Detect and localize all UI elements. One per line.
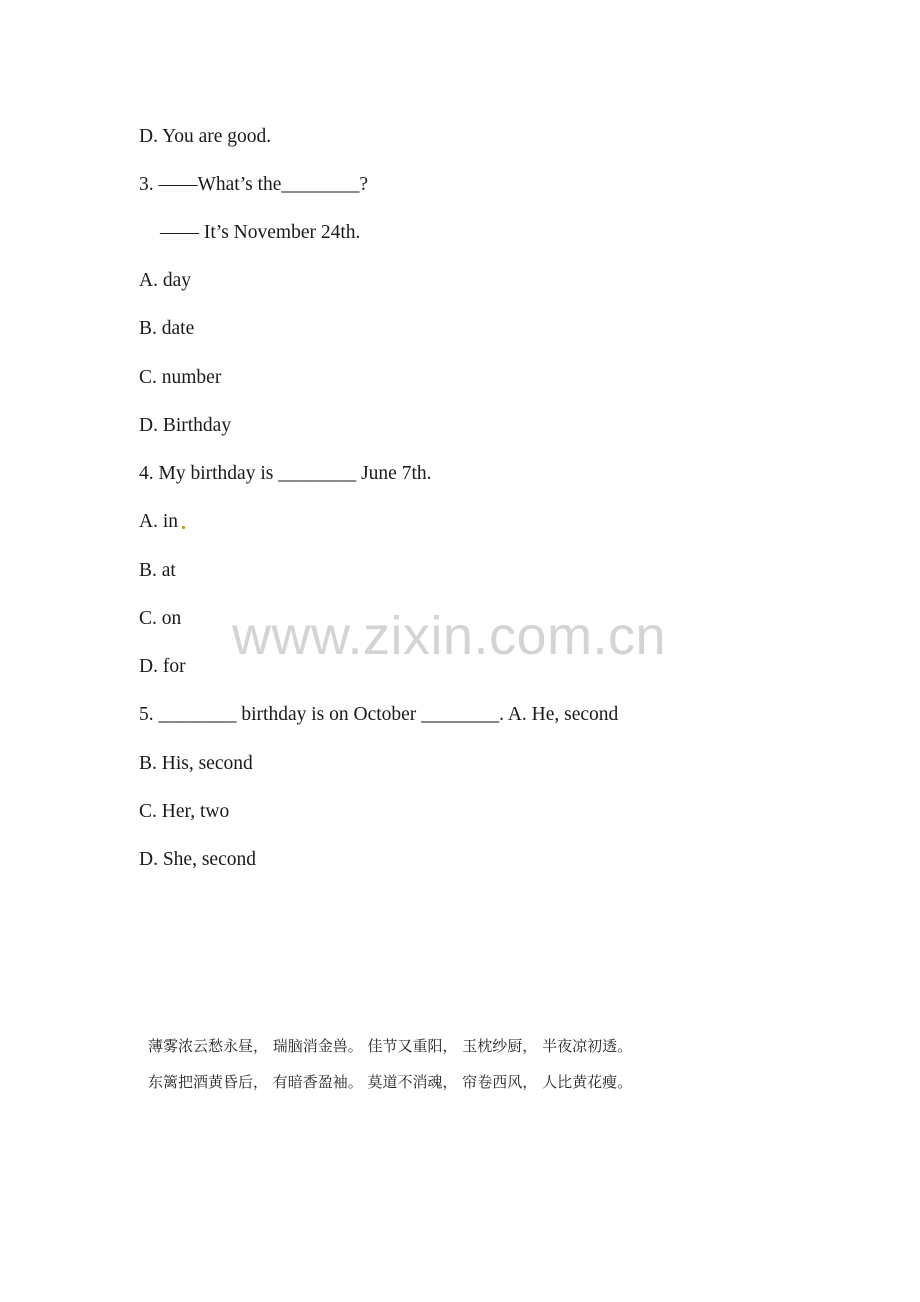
question-4-stem: 4. My birthday is ________ June 7th. [139, 463, 432, 484]
q4-option-a: A. in [139, 511, 178, 532]
q5-option-c: C. Her, two [139, 801, 230, 822]
q3-option-c: C. number [139, 367, 222, 388]
poem-line-2: 东篱把酒黄昏后， 有暗香盈袖。 莫道不消魂， 帘卷西风， 人比黄花瘦。 [148, 1073, 633, 1091]
question-3-answer-line: —— It’s November 24th. [160, 222, 361, 243]
q4-option-d: D. for [139, 656, 186, 677]
watermark: www.zixin.com.cn [232, 606, 667, 666]
q4-option-c: C. on [139, 608, 182, 629]
question-line-d-you-are-good: D. You are good. [139, 126, 272, 147]
stray-mark-dot [182, 526, 185, 529]
q5-option-b: B. His, second [139, 753, 253, 774]
q4-option-b: B. at [139, 560, 176, 581]
question-5-stem: 5. ________ birthday is on October ________. A. He, second [139, 704, 619, 725]
q5-option-d: D. She, second [139, 849, 256, 870]
q3-option-b: B. date [139, 318, 195, 339]
q3-option-d: D. Birthday [139, 415, 232, 436]
q3-option-a: A. day [139, 270, 191, 291]
poem-line-1: 薄雾浓云愁永昼， 瑞脑消金兽。 佳节又重阳， 玉枕纱厨， 半夜凉初透。 [148, 1037, 633, 1055]
question-3-stem: 3. ——What’s the________? [139, 174, 369, 195]
